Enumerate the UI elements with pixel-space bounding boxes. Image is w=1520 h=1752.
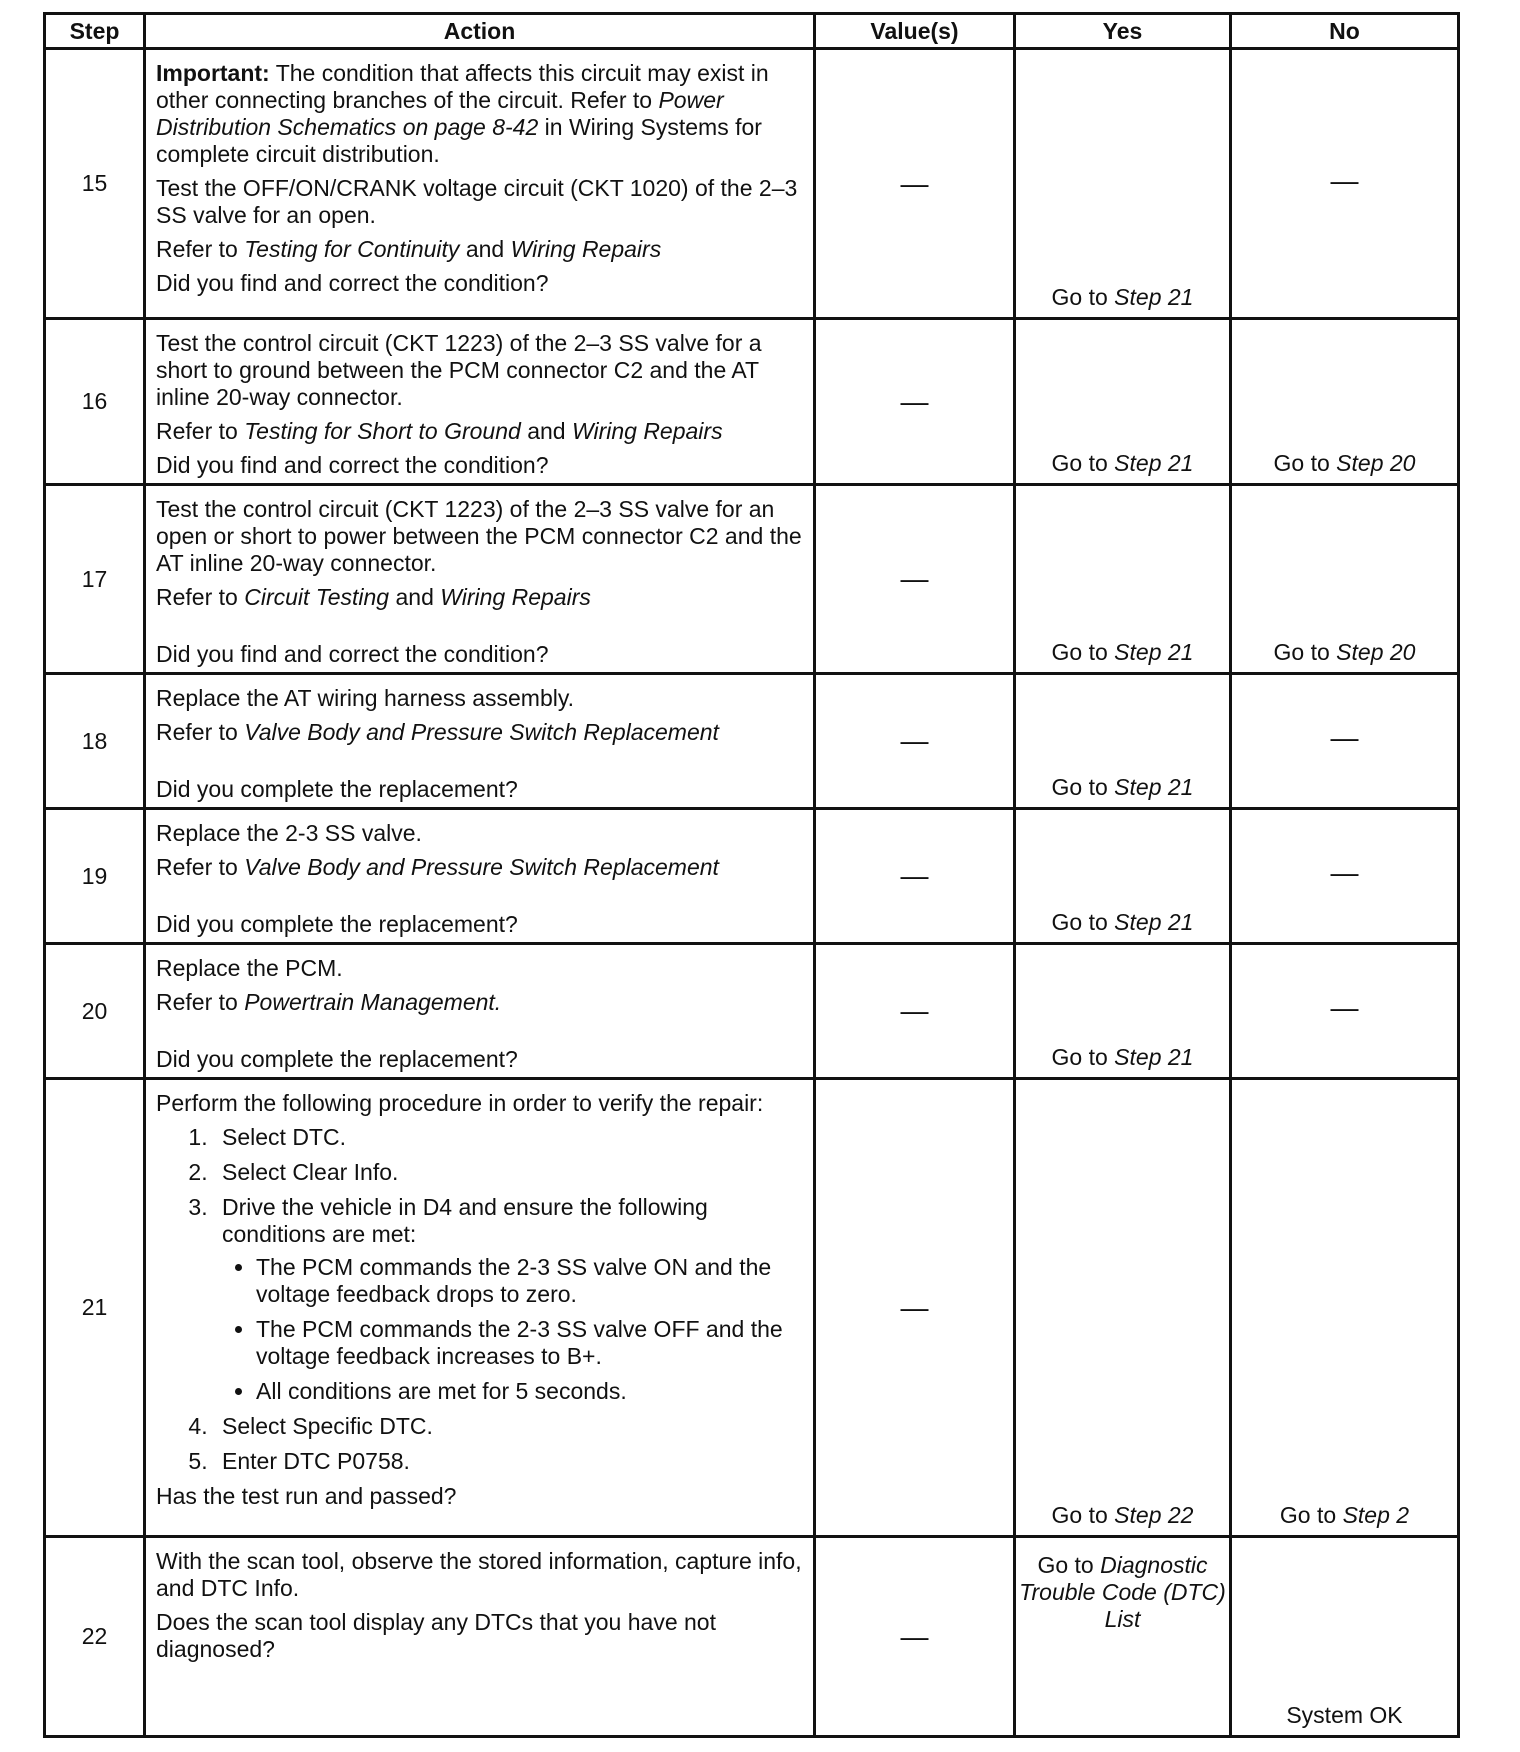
action-text: Test the OFF/ON/CRANK voltage circuit (CKT 1020) of the 2–3 SS valve for an open.: [156, 175, 798, 228]
procedure-step: 3. Drive the vehicle in D4 and ensure the following conditions are met: • The PCM commands the 2-3 SS valve ON and the voltage feedback drops to zero. • The PCM commands the 2-3 SS valve OFF and the voltage feedback increases to B+. • All conditions are met for 5 seconds.: [214, 1194, 803, 1405]
action-cell: [145, 809, 815, 944]
no-dash: —: [1231, 809, 1459, 944]
no-cell: Go to Step 20: [1231, 485, 1459, 674]
step-number: 16: [45, 319, 145, 485]
question-text: Did you find and correct the condition?: [156, 641, 549, 667]
header-step: Step: [45, 14, 145, 49]
action-text: Replace the 2-3 SS valve.: [156, 820, 422, 846]
header-action: Action: [145, 14, 815, 49]
question-text: Did you find and correct the condition?: [156, 270, 549, 296]
question-text: Did you find and correct the condition?: [156, 452, 549, 478]
goto-step-link[interactable]: Step 21: [1114, 774, 1194, 800]
refer-text: Refer to Testing for Short to Ground and Wiring Repairs: [156, 418, 723, 444]
header-row: [45, 14, 1459, 49]
header-no: No: [1231, 14, 1459, 49]
action-cell: [145, 944, 815, 1079]
refer-text: Refer to Testing for Continuity and Wiring Repairs: [156, 236, 662, 262]
table-row: [45, 1079, 1459, 1537]
action-cell: [145, 485, 815, 674]
question-text: Does the scan tool display any DTCs that you have not diagnosed?: [156, 1609, 716, 1662]
goto-step-link[interactable]: Step 21: [1114, 450, 1194, 476]
question-text: Did you complete the replacement?: [156, 1046, 518, 1072]
value-dash: —: [815, 674, 1015, 809]
system-ok-text: System OK: [1231, 1537, 1459, 1737]
reference-link[interactable]: Powertrain Management.: [244, 989, 502, 1015]
table-row: [45, 485, 1459, 674]
step-number: 20: [45, 944, 145, 1079]
goto-step-link[interactable]: Step 20: [1336, 450, 1416, 476]
procedure-step: 5. Enter DTC P0758.: [214, 1448, 803, 1475]
action-cell: [145, 674, 815, 809]
value-dash: —: [815, 944, 1015, 1079]
refer-text: Refer to Valve Body and Pressure Switch Replacement: [156, 719, 719, 745]
no-dash: —: [1231, 944, 1459, 1079]
yes-cell: Go to Step 21: [1015, 319, 1231, 485]
action-cell: [145, 1537, 815, 1737]
step-number: 15: [45, 49, 145, 319]
step-number: 17: [45, 485, 145, 674]
action-cell: [145, 49, 815, 319]
refer-text: Refer to Powertrain Management.: [156, 989, 502, 1015]
header-yes: Yes: [1015, 14, 1231, 49]
action-text: Test the control circuit (CKT 1223) of the 2–3 SS valve for a short to ground between the PCM connector C2 and the AT inline 20-way connector.: [156, 330, 762, 410]
value-dash: —: [815, 1537, 1015, 1737]
reference-link[interactable]: Testing for Short to Ground: [244, 418, 521, 444]
action-text: Replace the PCM.: [156, 955, 343, 981]
reference-link[interactable]: Valve Body and Pressure Switch Replacement: [244, 719, 719, 745]
reference-link[interactable]: Valve Body and Pressure Switch Replacement: [244, 854, 719, 880]
no-cell: Go to Step 20: [1231, 319, 1459, 485]
action-text: Perform the following procedure in order to verify the repair:: [156, 1090, 764, 1116]
action-cell: [145, 319, 815, 485]
value-dash: —: [815, 49, 1015, 319]
goto-dtc-list-link[interactable]: Diagnostic Trouble Code (DTC) List: [1019, 1552, 1226, 1632]
procedure-step: 1. Select DTC.: [214, 1124, 803, 1151]
question-text: Did you complete the replacement?: [156, 911, 518, 937]
important-note: Important: The condition that affects this circuit may exist in other connecting branches of the circuit. Refer to Power Distribution Schematics on page 8-42 in Wiring Systems for complete circuit distribution.: [156, 60, 769, 167]
condition-item: • The PCM commands the 2-3 SS valve ON and the voltage feedback drops to zero.: [256, 1254, 803, 1308]
goto-step-link[interactable]: Step 22: [1114, 1502, 1194, 1528]
condition-item: • All conditions are met for 5 seconds.: [256, 1378, 803, 1405]
table-row: [45, 944, 1459, 1079]
value-dash: —: [815, 319, 1015, 485]
value-dash: —: [815, 809, 1015, 944]
table-row: [45, 809, 1459, 944]
action-text: Test the control circuit (CKT 1223) of the 2–3 SS valve for an open or short to power between the PCM connector C2 and the AT inline 20-way connector.: [156, 496, 802, 576]
reference-link[interactable]: Testing for Continuity: [244, 236, 460, 262]
action-cell: [145, 1079, 815, 1537]
reference-link[interactable]: Circuit Testing: [244, 584, 390, 610]
yes-cell: Go to Step 21: [1015, 809, 1231, 944]
table-row: [45, 1537, 1459, 1737]
action-text: With the scan tool, observe the stored information, capture info, and DTC Info.: [156, 1548, 802, 1601]
goto-step-link[interactable]: Step 21: [1114, 1044, 1194, 1070]
table-row: [45, 674, 1459, 809]
procedure-step: 4. Select Specific DTC.: [214, 1413, 803, 1440]
reference-link[interactable]: Wiring Repairs: [510, 236, 662, 262]
goto-step-link[interactable]: Step 21: [1114, 284, 1194, 310]
yes-cell: Go to Step 21: [1015, 674, 1231, 809]
table-row: [45, 319, 1459, 485]
step-number: 18: [45, 674, 145, 809]
no-dash: —: [1231, 674, 1459, 809]
action-text: Replace the AT wiring harness assembly.: [156, 685, 575, 711]
reference-link[interactable]: Wiring Repairs: [571, 418, 723, 444]
reference-link[interactable]: Power Distribution Schematics on page 8-42: [156, 87, 724, 140]
procedure-list: [156, 1124, 803, 1475]
important-label: Important:: [156, 60, 270, 86]
yes-cell: Go to Diagnostic Trouble Code (DTC) List: [1015, 1537, 1231, 1737]
question-text: Did you complete the replacement?: [156, 776, 518, 802]
procedure-step: 2. Select Clear Info.: [214, 1159, 803, 1186]
step-number: 21: [45, 1079, 145, 1537]
refer-text: Refer to Valve Body and Pressure Switch Replacement: [156, 854, 719, 880]
refer-text: Refer to Circuit Testing and Wiring Repairs: [156, 584, 591, 610]
yes-cell: Go to Step 21: [1015, 49, 1231, 319]
condition-item: • The PCM commands the 2-3 SS valve OFF and the voltage feedback increases to B+.: [256, 1316, 803, 1370]
yes-cell: Go to Step 21: [1015, 944, 1231, 1079]
goto-step-link[interactable]: Step 21: [1114, 639, 1194, 665]
reference-link[interactable]: Wiring Repairs: [440, 584, 591, 610]
no-cell: Go to Step 2: [1231, 1079, 1459, 1537]
header-values: Value(s): [815, 14, 1015, 49]
goto-step-link[interactable]: Step 20: [1336, 639, 1416, 665]
table-row: [45, 49, 1459, 319]
no-dash: —: [1231, 49, 1459, 319]
yes-cell: Go to Step 21: [1015, 485, 1231, 674]
goto-step-link[interactable]: Step 2: [1342, 1502, 1410, 1528]
condition-list: [222, 1254, 803, 1405]
step-number: 22: [45, 1537, 145, 1737]
yes-cell: Go to Step 22: [1015, 1079, 1231, 1537]
value-dash: —: [815, 1079, 1015, 1537]
goto-step-link[interactable]: Step 21: [1114, 909, 1194, 935]
step-number: 19: [45, 809, 145, 944]
value-dash: —: [815, 485, 1015, 674]
diagnostic-table: [43, 12, 1460, 1738]
question-text: Has the test run and passed?: [156, 1483, 457, 1509]
